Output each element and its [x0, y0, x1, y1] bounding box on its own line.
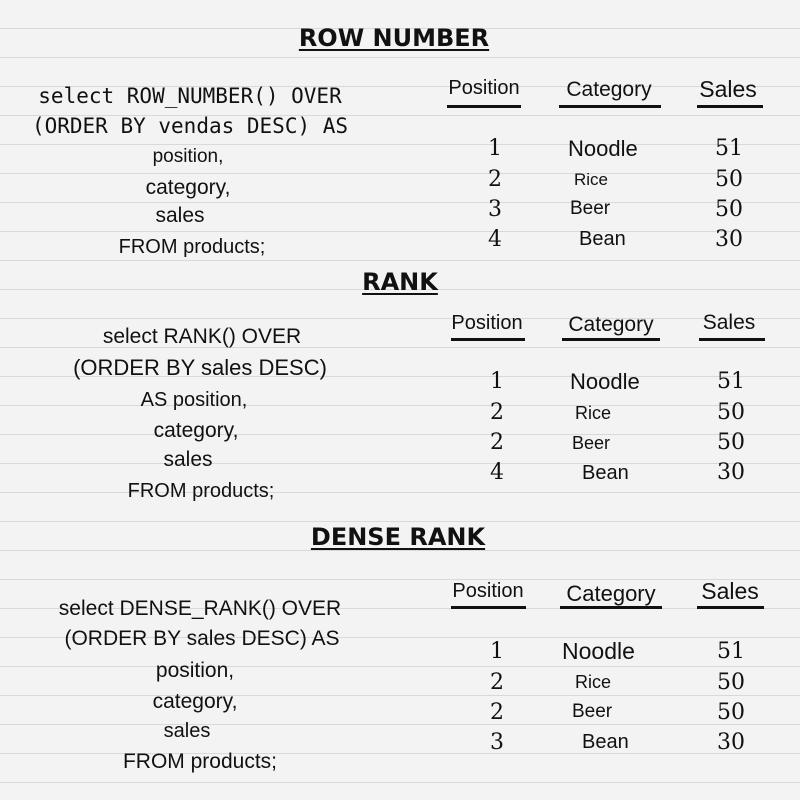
code-line: sales: [163, 720, 211, 742]
code-line: (ORDER BY sales DESC) AS: [64, 627, 340, 650]
header-underline: [699, 338, 765, 341]
cell-category: Rice: [574, 170, 609, 189]
code-line: sales: [155, 204, 205, 227]
cell-category: Noodle: [568, 136, 638, 161]
code-line: (ORDER BY vendas DESC) AS: [31, 114, 349, 138]
cell-sales: 30: [717, 730, 745, 755]
header-underline: [697, 606, 764, 609]
code-line: (ORDER BY sales DESC): [73, 355, 327, 380]
header-position: Position: [448, 77, 520, 99]
code-line: position,: [152, 146, 224, 167]
cell-position: 1: [490, 369, 504, 394]
cell-sales: 50: [715, 167, 743, 192]
cell-sales: 50: [717, 400, 745, 425]
cell-position: 1: [490, 639, 504, 664]
header-underline: [447, 105, 521, 108]
header-position: Position: [451, 312, 523, 334]
cell-category: Noodle: [570, 369, 640, 394]
header-underline: [559, 105, 661, 108]
code-line: select RANK() OVER: [102, 325, 302, 348]
cell-position: 1: [488, 136, 502, 161]
code-line: select ROW_NUMBER() OVER: [38, 84, 342, 108]
section-title-dense-rank: DENSE RANK: [310, 523, 486, 551]
cell-position: 2: [490, 430, 504, 455]
cell-position: 2: [488, 167, 502, 192]
code-line: category,: [145, 176, 231, 199]
cell-category: Noodle: [562, 638, 635, 664]
cell-position: 2: [490, 400, 504, 425]
code-line: sales: [163, 448, 213, 471]
header-category: Category: [568, 313, 654, 336]
cell-sales: 50: [717, 430, 745, 455]
cell-sales: 51: [717, 369, 745, 394]
header-underline: [560, 606, 662, 609]
cell-category: Beer: [572, 701, 613, 722]
cell-position: 3: [488, 197, 502, 222]
code-line: FROM products;: [118, 236, 266, 258]
cell-sales: 50: [717, 700, 745, 725]
header-underline: [562, 338, 660, 341]
header-sales: Sales: [699, 76, 757, 102]
header-category: Category: [566, 78, 652, 101]
cell-sales: 30: [717, 460, 745, 485]
code-line: category,: [153, 419, 239, 442]
cell-position: 3: [490, 730, 504, 755]
code-line: FROM products;: [127, 480, 275, 502]
code-line: category,: [152, 690, 238, 713]
cell-position: 2: [490, 700, 504, 725]
cell-sales: 50: [715, 197, 743, 222]
header-underline: [697, 105, 763, 108]
cell-position: 2: [490, 670, 504, 695]
header-position: Position: [452, 580, 524, 602]
header-sales: Sales: [701, 578, 759, 604]
cell-category: Bean: [582, 462, 629, 484]
cell-sales: 51: [715, 136, 743, 161]
cell-category: Rice: [575, 403, 612, 423]
section-title-rank: RANK: [362, 268, 438, 296]
header-sales: Sales: [702, 311, 756, 334]
section-title-row-number: ROW NUMBER: [298, 24, 490, 52]
header-category: Category: [566, 581, 656, 606]
cell-category: Bean: [579, 228, 626, 250]
code-line: select DENSE_RANK() OVER: [58, 597, 342, 620]
header-underline: [451, 606, 526, 609]
header-underline: [451, 338, 525, 341]
cell-category: Beer: [572, 433, 611, 453]
cell-position: 4: [490, 460, 504, 485]
cell-category: Beer: [570, 198, 611, 219]
cell-category: Bean: [582, 731, 629, 753]
cell-sales: 51: [717, 639, 745, 664]
cell-position: 4: [488, 227, 502, 252]
cell-sales: 50: [717, 670, 745, 695]
code-line: AS position,: [140, 389, 248, 411]
cell-sales: 30: [715, 227, 743, 252]
code-line: position,: [155, 659, 235, 682]
code-line: FROM products;: [122, 750, 278, 773]
cell-category: Rice: [575, 672, 612, 692]
